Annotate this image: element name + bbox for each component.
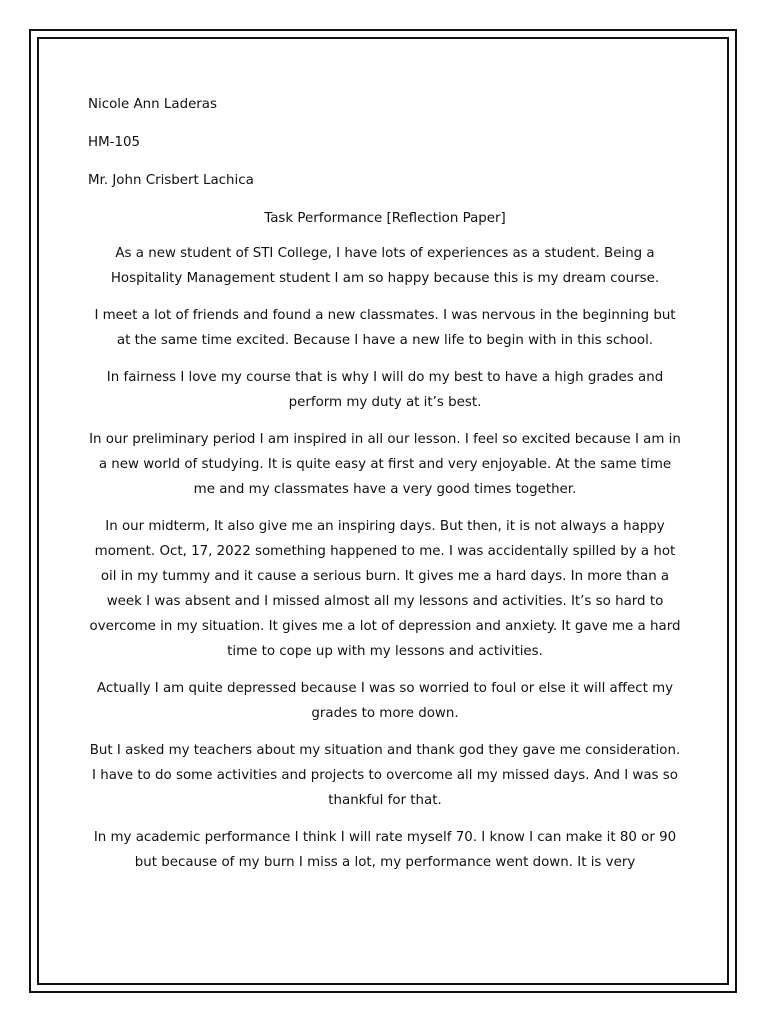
section-code: HM-105 [88,135,141,150]
paragraph: In our midterm, It also give me an inspiring days. But then, it is not always a happy moment. Oct, 17, 2022 something happened to me. I was accidentally spilled by a hot oil in my tummy and it cause a serious burn. It gives me a hard days. In more than a week I was absent and I missed almost all my lessons and activities. It’s so hard to overcome in my situation. It gives me a lot of depression and anxiety. It gave me a hard time to cope up with my lessons and activities. [89,519,681,659]
paragraph: I meet a lot of friends and found a new classmates. I was nervous in the beginning but at the same time excited. Because I have a new life to begin with in this school. [94,308,676,348]
paragraph: Actually I am quite depressed because I was so worried to foul or else it will affect my grades to more down. [96,681,674,721]
paper-title: Task Performance [Reflection Paper] [264,211,506,226]
paragraph: As a new student of STI College, I have lots of experiences as a student. Being a Hospitality Management student I am so happy because this is my dream course. [110,246,660,286]
paragraph: In our preliminary period I am inspired in all our lesson. I feel so excited because I am in a new world of studying. It is quite easy at first and very enjoyable. At the same time me and my classmates have a very good times together. [89,432,681,497]
instructor-name: Mr. John Crisbert Lachica [88,173,254,188]
paragraph: But I asked my teachers about my situation and thank god they gave me consideration. I have to do some activities and projects to overcome all my missed days. And I was so thankful for that. [89,743,681,808]
document-body [88,92,682,928]
student-name: Nicole Ann Laderas [88,97,217,112]
paragraph: In my academic performance I think I will rate myself 70. I know I can make it 80 or 90 but because of my burn I miss a lot, my performance went down. It is very [93,830,677,870]
paragraph: In fairness I love my course that is why I will do my best to have a high grades and perform my duty at it’s best. [106,370,664,410]
